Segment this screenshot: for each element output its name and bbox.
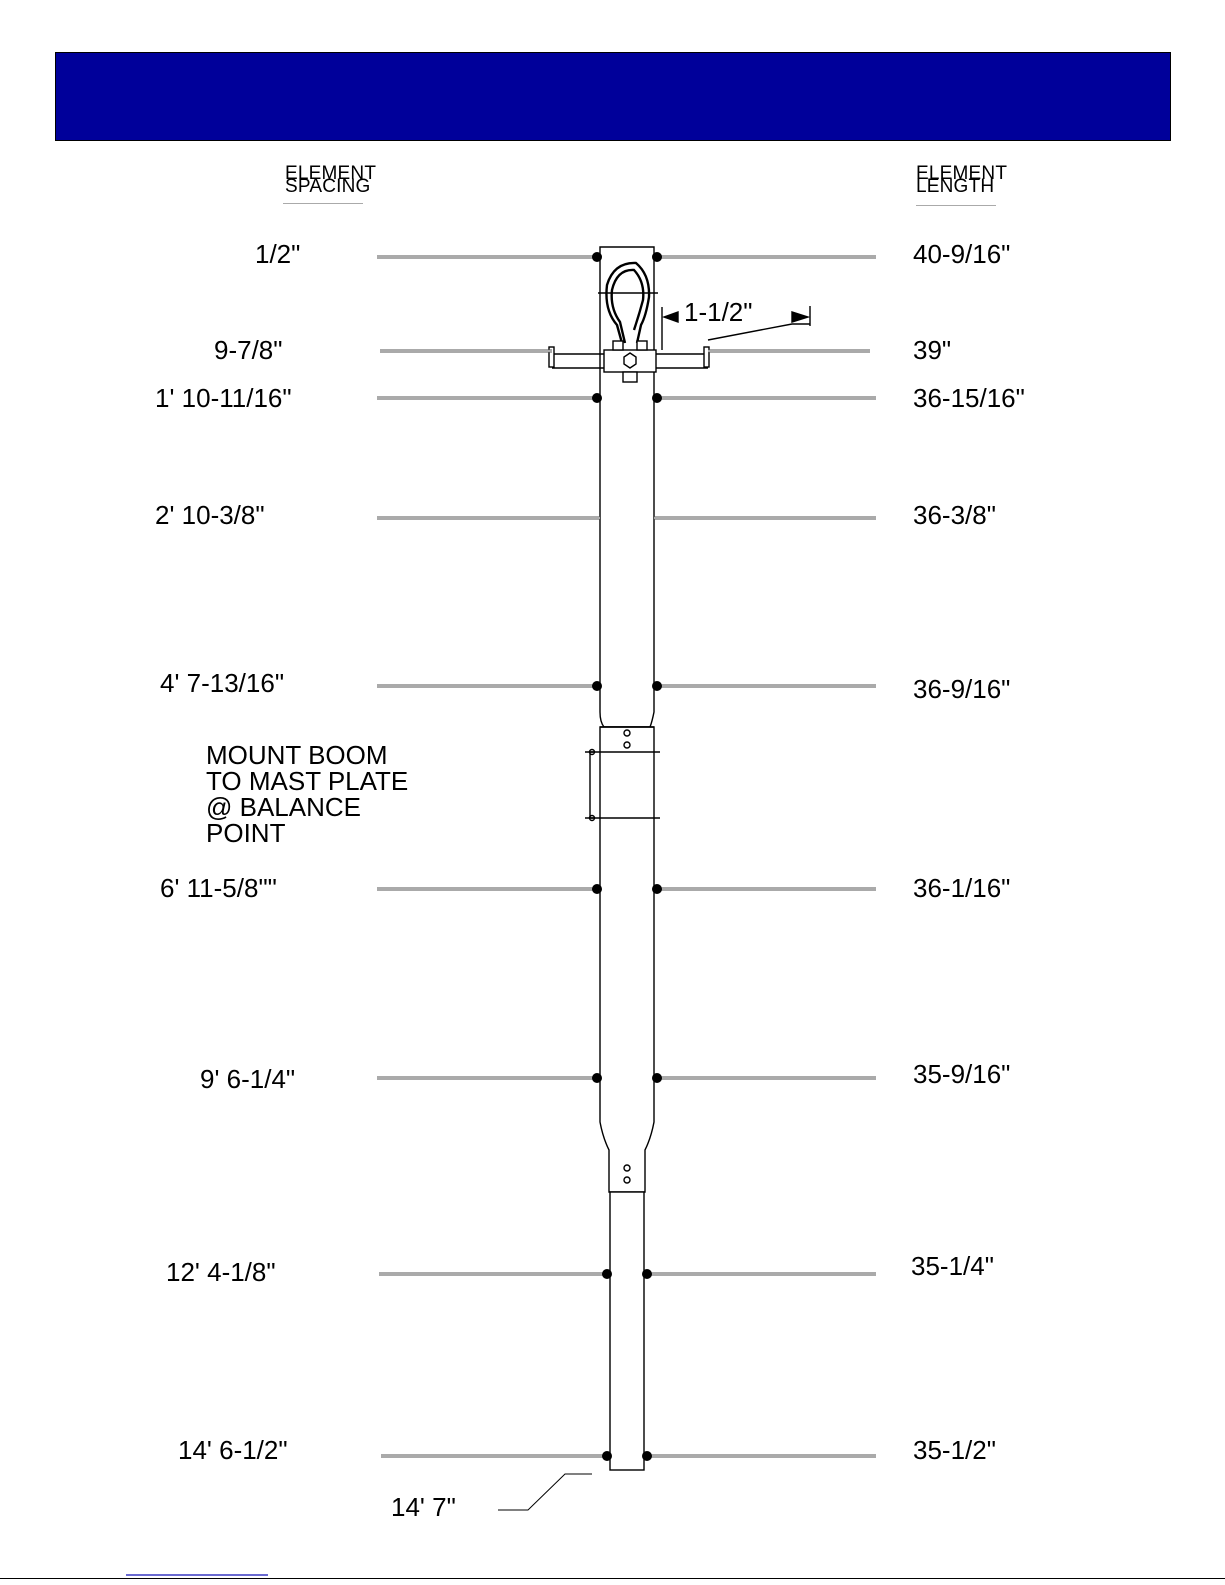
spacing-label: 6' 11-5/8"" [160, 873, 277, 903]
boom-length-label: 14' 7" [391, 1492, 456, 1522]
spacing-label: 9-7/8" [214, 335, 283, 365]
u-bolt [590, 752, 594, 818]
element-insulator [602, 1451, 612, 1461]
element-insulator [652, 884, 662, 894]
boom-length-leader [498, 1474, 592, 1510]
mount-note [206, 742, 408, 846]
length-label: 36-9/16" [913, 674, 1011, 704]
element-insulator [642, 1451, 652, 1461]
element-insulator [652, 252, 662, 262]
mount-note-line: POINT [206, 818, 286, 848]
spacing-label: 2' 10-3/8" [155, 500, 265, 530]
mount-note-line: @ BALANCE [206, 792, 361, 822]
mount-note-line: MOUNT BOOM [206, 740, 388, 770]
length-label: 40-9/16" [913, 239, 1011, 269]
element-insulator [652, 393, 662, 403]
spacing-label: 9' 6-1/4" [200, 1064, 296, 1094]
element-insulator [592, 252, 602, 262]
element-insulator [652, 1073, 662, 1083]
length-label: 35-9/16" [913, 1059, 1011, 1089]
spacing-label: 14' 6-1/2" [178, 1435, 288, 1465]
element-insulator [592, 1073, 602, 1083]
length-label: 35-1/4" [911, 1251, 994, 1281]
length-label: 36-1/16" [913, 873, 1011, 903]
feed-dimension-label: 1-1/2" [684, 297, 753, 327]
mount-note-line: TO MAST PLATE [206, 766, 409, 796]
length-label: 35-1/2" [913, 1435, 996, 1465]
element-spacing-header: ELEMENT SPACING [285, 163, 377, 197]
element-insulator [642, 1269, 652, 1279]
element-insulator [592, 884, 602, 894]
spacing-label: 4' 7-13/16" [160, 668, 285, 698]
element-insulator [592, 393, 602, 403]
length-label: 36-3/8" [913, 500, 996, 530]
spacing-label: 1/2" [255, 239, 301, 269]
spacing-label: 12' 4-1/8" [166, 1257, 276, 1287]
boom-section-front [600, 247, 654, 727]
element-length-header: ELEMENT LENGTH [916, 163, 1008, 197]
element-insulator [652, 681, 662, 691]
boom-section-rear [610, 1192, 644, 1470]
boom-section-middle [600, 727, 654, 1192]
footer-link-underline [126, 1574, 268, 1576]
element-insulator [602, 1269, 612, 1279]
spacing-label: 1' 10-11/16" [155, 383, 292, 413]
footer-rule [0, 1578, 1225, 1579]
element-insulator [592, 681, 602, 691]
length-label: 36-15/16" [913, 383, 1025, 413]
length-label: 39" [913, 335, 952, 365]
